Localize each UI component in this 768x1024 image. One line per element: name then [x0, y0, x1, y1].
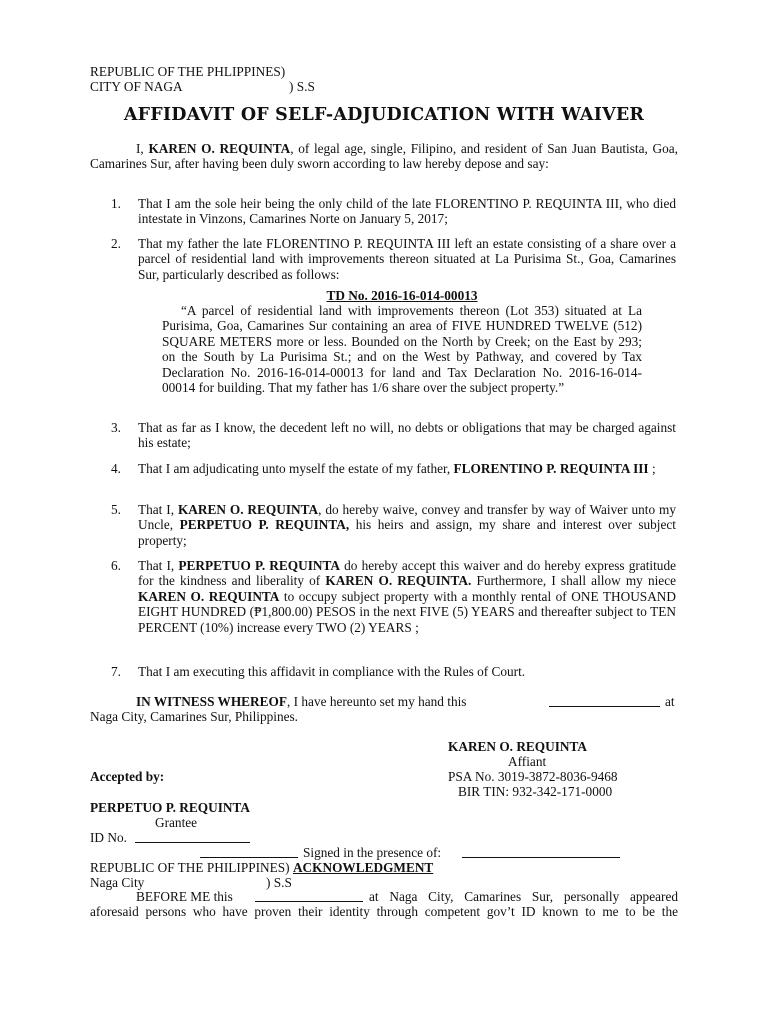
header-ss: ) S.S: [289, 79, 315, 94]
affiant-psa: PSA No. 3019-3872-8036-9468: [448, 769, 618, 784]
item-text: That I,: [138, 502, 175, 517]
witness-text: , I have hereunto set my hand this: [287, 694, 467, 709]
header-republic: REPUBLIC OF THE PHLIPPINES): [90, 64, 286, 79]
item-text: That I am adjudicating unto myself the estate of my father,: [138, 461, 451, 476]
signed-presence-label: Signed in the presence of:: [303, 845, 442, 860]
intro-text: , of legal age, single, Filipino, and resident of San Juan Bautista, Goa, Camarines Sur, after having been duly sworn according to law hereby depose and say:: [90, 141, 678, 172]
item-text: That my father the late FLORENTINO P. REQUINTA III left an estate consisting of a share over a parcel of residential land with improvements thereon situated at La Purisima St., Goa, Camarines Sur, particularly described as follows:: [138, 236, 676, 282]
item-text-end: ;: [648, 461, 656, 476]
ack-ss: ) S.S: [266, 875, 292, 890]
item-bold-name: PERPETUO P. REQUINTA,: [179, 517, 350, 533]
presence-signature-field[interactable]: [462, 845, 620, 858]
ack-date-field[interactable]: [255, 889, 363, 902]
intro-name: KAREN O. REQUINTA: [148, 141, 291, 156]
date-blank-field[interactable]: [549, 694, 660, 707]
item-text-end: to occupy subject property with a monthly rental of ONE THOUSAND EIGHT HUNDRED (₱1,800.00) PESOS in the next FIVE (5) YEARS and thereafter subject to TEN PERCENT (10%) increase every TWO (2) YEARS ;: [138, 588, 676, 635]
item-number: 5.: [111, 502, 121, 517]
item-number: 3.: [111, 420, 121, 435]
item-text: That I,: [138, 558, 175, 573]
ack-before: BEFORE ME this: [136, 889, 233, 904]
document-title: AFFIDAVIT OF SELF-ADJUDICATION WITH WAIVER: [123, 105, 645, 125]
item-text: That I am executing this affidavit in compliance with the Rules of Court.: [138, 664, 526, 679]
witness-signature-field[interactable]: [200, 845, 298, 858]
item-bold-name: FLORENTINO P. REQUINTA III: [453, 461, 649, 476]
item-number: 4.: [111, 461, 121, 476]
list-item-3: [111, 420, 676, 451]
id-number-field[interactable]: [135, 830, 250, 843]
witness-lead: IN WITNESS WHEREOF: [136, 694, 287, 709]
witness-at: at: [665, 694, 675, 709]
accepted-label: Accepted by:: [90, 769, 165, 784]
td-description: “A parcel of residential land with improvements thereon (Lot 353) situated at La Purisima, Goa, Camarines Sur containing an area of FIVE HUNDRED TWELVE (512) SQUARE METERS more or less. Bounded on the North by Creek; on the East by 293; on the South by La Purisima St.; and on the West by Pathway, and covered by Tax Declaration No. 2016-16-014-00013 for land and Tax Declaration No. 2016-16-014-00014 for building. That my father has 1/6 share over the subject property.”: [162, 303, 642, 396]
ack-city: Naga City: [90, 875, 145, 890]
list-item-5: [111, 502, 676, 548]
item-number: 1.: [111, 196, 121, 211]
list-item-7: [111, 664, 676, 679]
ack-after: at Naga City, Camarines Sur, personally appeared: [369, 889, 678, 904]
affiant-role: Affiant: [508, 754, 547, 769]
td-heading: TD No. 2016-16-014-00013: [326, 288, 478, 303]
item-number: 6.: [111, 558, 121, 573]
ack-title: ACKNOWLEDGMENT: [292, 860, 434, 875]
item-text: , do hereby waive, convey and transfer by way of Waiver unto my Uncle,: [138, 502, 676, 533]
ack-line2: aforesaid persons who have proven their identity through competent gov’t ID known to me to be the: [90, 904, 678, 919]
item-text: That as far as I know, the decedent left no will, no debts or obligations that may be charged against his estate;: [138, 420, 676, 451]
list-item-2: [111, 236, 676, 282]
item-number: 7.: [111, 664, 121, 679]
intro-prefix: I,: [136, 141, 144, 156]
item-text: That I am the sole heir being the only child of the late FLORENTINO P. REQUINTA III, who died intestate in Vinzons, Camarines Norte on January 5, 2017;: [138, 196, 676, 227]
item-text-end: his heirs and assign, my share and interest over subject property;: [138, 517, 676, 548]
affiant-name: KAREN O. REQUINTA: [448, 739, 588, 754]
list-item-1: [111, 196, 676, 227]
item-bold-name: PERPETUO P. REQUINTA: [178, 558, 340, 573]
witness-place: Naga City, Camarines Sur, Philippines.: [90, 709, 299, 724]
ack-header: [90, 860, 433, 875]
affiant-tin: BIR TIN: 932-342-171-0000: [458, 784, 613, 799]
item-bold-name: KAREN O. REQUINTA: [177, 502, 319, 517]
item-text: Furthermore, I shall allow my niece: [471, 573, 677, 589]
item-bold-name: KAREN O. REQUINTA.: [325, 573, 472, 589]
item-number: 2.: [111, 236, 121, 251]
list-item-6: [111, 558, 676, 635]
item-bold-name: KAREN O. REQUINTA: [138, 588, 280, 604]
grantee-name: PERPETUO P. REQUINTA: [90, 800, 250, 815]
intro-paragraph: [90, 141, 678, 172]
list-item-4: [111, 461, 676, 476]
header-city: CITY OF NAGA: [90, 79, 183, 94]
witness-line: [136, 694, 466, 709]
id-label: ID No.: [90, 830, 127, 845]
ack-republic: REPUBLIC OF THE PHILIPPINES): [90, 860, 290, 875]
item-text: do hereby accept this waiver and do hereby express gratitude for the kindness and liberality of: [138, 558, 677, 589]
grantee-role: Grantee: [155, 815, 198, 830]
